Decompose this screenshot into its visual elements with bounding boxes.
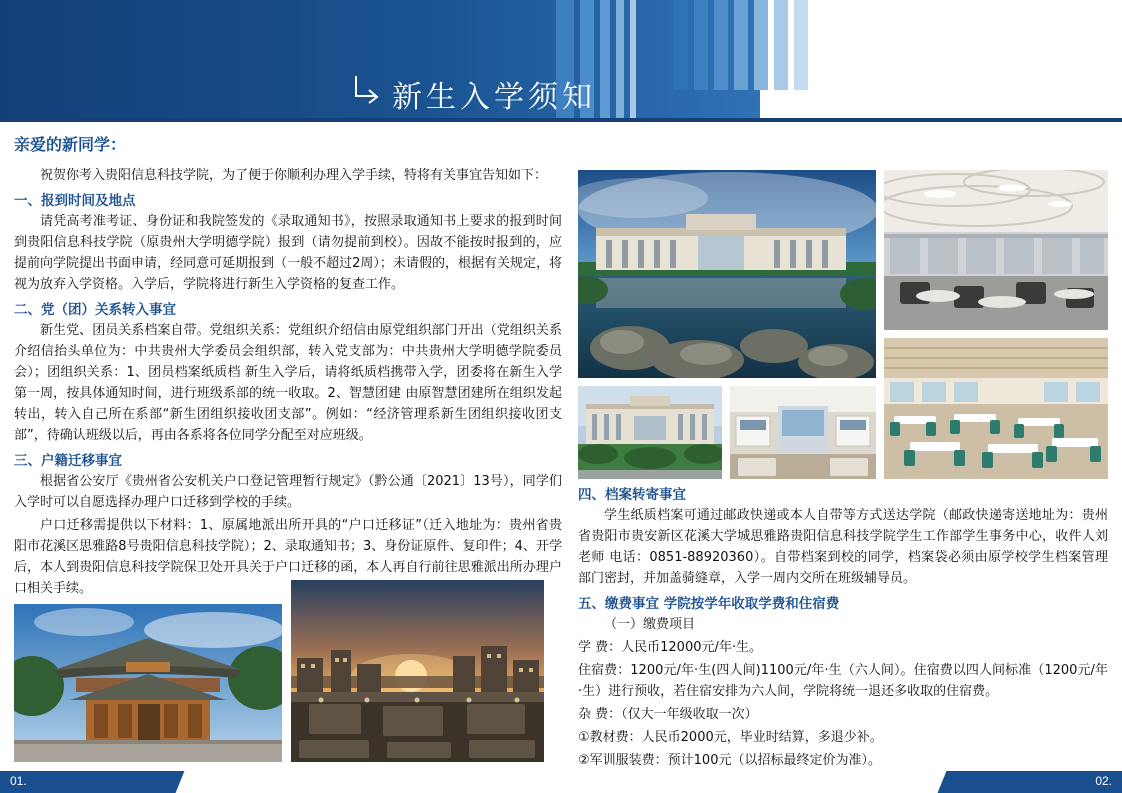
section-1-paragraph-1: 请凭高考准考证、身份证和我院签发的《录取通知书》，按照录取通知书上要求的报到时间到贵阳信息科技学院（原贵州大学明德学院）报到（请勿提前到校）。因故不能按时报到的，应提前向学院提出书面申请，经同意可延期报到（一般不超过2周）；未请假的，根据有关规定，将视为放弃入学资格。入学后，学院将进行新生入学资格的复查工作。 bbox=[14, 214, 562, 292]
city-sunset-photo bbox=[291, 580, 544, 762]
campus-building-photo bbox=[578, 386, 722, 479]
intro-paragraph: 祝贺你考入贵阳信息科技学院，为了便于你顺利办理入学手续，特将有关事宜告知如下： bbox=[40, 168, 548, 183]
section-4-paragraph-1: 学生纸质档案可通过邮政快递或本人自带等方式送达学院（邮政快递寄送地址为：贵州省贵阳市贵安新区花溪大学城思雅路贵阳信息科技学院学生工作部学生事务中心，收件人刘老师 电话：0851-88920360）。自带档案到校的同学，档案袋必须由原学校学生档案管理部门密封，并加盖骑缝章，入学一周内交所在班级辅导员。 bbox=[578, 508, 1108, 586]
down-right-arrow-icon bbox=[352, 74, 382, 104]
section-5-paragraph-2: 学 费：人民币12000元/年·生。 bbox=[578, 640, 762, 655]
right-text-column bbox=[578, 480, 1108, 768]
lobby-interior-photo bbox=[884, 170, 1108, 330]
section-heading-3: 三、户籍迁移事宜 bbox=[14, 453, 122, 469]
section-5-paragraph-5: ①教材费：人民币2000元，毕业时结算，多退少补。 bbox=[578, 730, 883, 745]
section-heading-1: 一、报到时间及地点 bbox=[14, 193, 136, 209]
campus-lake-photo bbox=[578, 170, 876, 378]
section-3-paragraph-2: 户口迁移需提供以下材料：1、原属地派出所开具的“户口迁移证”（迁入地址为：贵州省贵阳市花溪区思雅路8号贵阳信息科技学院）；2、录取通知书；3、身份证原件、复印件；4、开学后，本人到贵阳信息科技学院保卫处开具关于户口迁移的函，本人再自行前往思雅派出所办理户口相关手续。 bbox=[14, 518, 562, 596]
section-heading-4: 四、档案转寄事宜 bbox=[578, 487, 686, 503]
page-number-left: 01. bbox=[10, 774, 27, 788]
section-5-paragraph-3: 住宿费：1200元/年·生(四人间)1100元/年·生（六人间）。住宿费以四人间标准（1200元/年·生）进行预收，若住宿安排为六人间，学院将统一退还多收取的住宿费。 bbox=[578, 663, 1108, 699]
section-5-paragraph-6: ②军训服装费：预计100元（以招标最终定价为准）。 bbox=[578, 753, 881, 768]
section-2-paragraph-1: 新生党、团员关系档案自带。党组织关系：党组织介绍信由原党组织部门开出（党组织关系介绍信抬头单位为：中共贵州大学委员会组织部，转入党支部为：中共贵州大学明德学院委员会）；团组织关系：1、团员档案纸质档 新生入学后，请将纸质档携带入学，团委将在新生入学第一周，按具体通知时间，进行班级系部的统一收取。2、智慧团建 由原智慧团建所在组织发起转出，转入自己所在系部“新生团组织接收团支部”。例如：“经济管理系新生团组织接收团支部”，待确认班级以后，再由各系将各位同学分配至对应班级。 bbox=[14, 323, 562, 443]
section-5-paragraph-1: （一）缴费项目 bbox=[604, 617, 696, 632]
section-heading-2: 二、党（团）关系转入事宜 bbox=[14, 302, 176, 318]
greeting-text: 亲爱的新同学： bbox=[14, 135, 127, 154]
page-title: 新生入学须知 bbox=[392, 80, 596, 115]
section-heading-5: 五、缴费事宜 学院按学年收取学费和住宿费 bbox=[578, 596, 840, 612]
header-decorative-bars bbox=[556, 0, 1122, 122]
footer-left-bar bbox=[0, 771, 200, 793]
page-header bbox=[0, 0, 1122, 122]
temple-photo bbox=[14, 604, 282, 762]
canteen-photo bbox=[884, 338, 1108, 479]
section-5-paragraph-4: 杂 费：（仅大一年级收取一次） bbox=[578, 707, 758, 722]
header-underline bbox=[0, 118, 1122, 122]
footer-right-bar bbox=[922, 771, 1122, 793]
section-3-paragraph-1: 根据省公安厅《贵州省公安机关户口登记管理暂行规定》（黔公通〔2021〕13号），同学们入学时可以自愿选择办理户口迁移到学校的手续。 bbox=[14, 474, 562, 510]
dormitory-photo bbox=[730, 386, 876, 479]
page-number-right: 02. bbox=[1095, 774, 1112, 788]
